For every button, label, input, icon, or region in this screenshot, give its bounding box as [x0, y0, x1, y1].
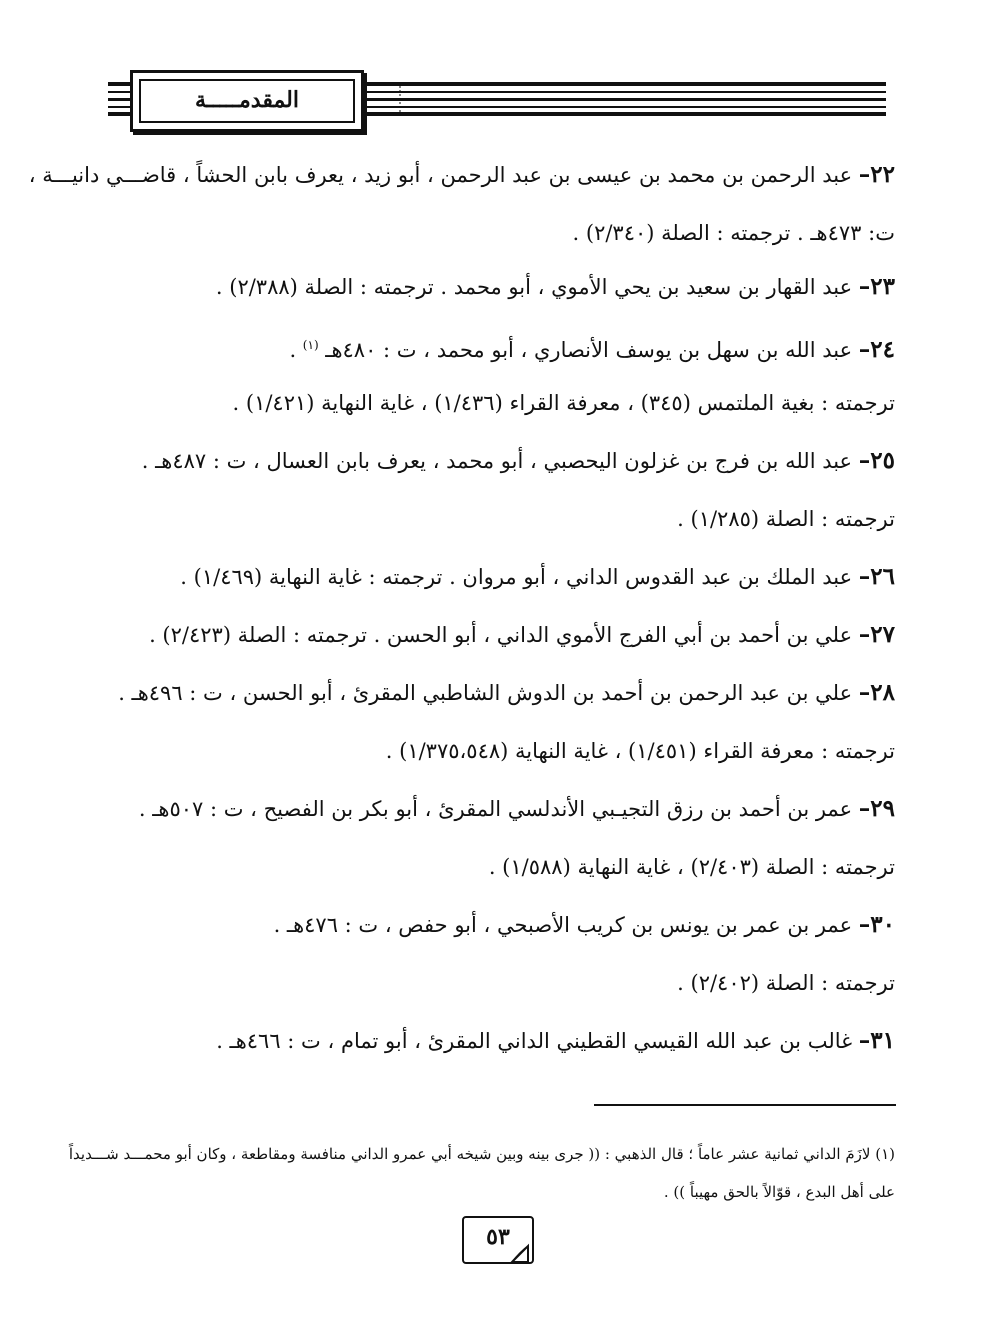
- footnote-separator: [594, 1104, 896, 1106]
- footnote-line: على أهل البدع ، قوّالاً بالحق مهيباً )) .: [663, 1183, 895, 1201]
- entry-text: عبد الله بن فرج بن غزلون اليحصبي ، أبو محمد ، يعرف بابن العسال ، ت : ٤٨٧هـ .: [141, 449, 859, 473]
- entry-text: عمر بن عمر بن يونس بن كريب الأصبحي ، أبو حفص ، ت : ٤٧٦هـ .: [273, 913, 859, 937]
- entry-text: عبد الرحمن بن محمد بن عيسى بن عبد الرحمن ، أبو زيد ، يعرف بابن الحشاً ، قاضـــي دانيـــة ،: [28, 163, 859, 187]
- entry-text: غالب بن عبد الله القيسي القطيني الداني المقرئ ، أبو تمام ، ت : ٤٦٦هـ .: [216, 1029, 859, 1053]
- entry-text: عبد الله بن سهل بن يوسف الأنصاري ، أبو محمد ، ت : ٤٨٠هـ: [318, 338, 859, 362]
- entry-line: [274, 910, 895, 940]
- entry-line: [677, 968, 895, 998]
- entry-line: [233, 388, 895, 418]
- header-title-frame: [130, 70, 364, 132]
- entry-line: [386, 736, 895, 766]
- entry-text-tail: .: [289, 338, 303, 362]
- entry-text: ترجمته : بغية الملتمس (٣٤٥) ، معرفة القراء (١/٤٣٦) ، غاية النهاية (١/٤٢١) .: [232, 391, 895, 415]
- entry-number: ٢٤–: [858, 336, 895, 363]
- entry-text: عبد الملك بن عبد القدوس الداني ، أبو مروان . ترجمته : غاية النهاية (١/٤٦٩) .: [180, 565, 859, 589]
- entry-text: ت: ٤٧٣هـ . ترجمته : الصلة (٢/٣٤٠) .: [572, 221, 895, 245]
- entry-number: ٢٨–: [858, 679, 895, 706]
- entry-line: [29, 160, 895, 190]
- page-title: المقدمـــــة: [194, 87, 300, 113]
- entry-number: ٢٦–: [858, 563, 895, 590]
- entry-text: ترجمته : معرفة القراء (١/٤٥١) ، غاية النهاية (١/٣٧٥،٥٤٨) .: [385, 739, 895, 763]
- footnote-marker: (١): [302, 338, 319, 352]
- entry-line: [216, 272, 895, 302]
- entry-number: ٢٧–: [858, 621, 895, 648]
- entry-line: [139, 794, 895, 824]
- entry-line: [118, 678, 895, 708]
- entry-line: [180, 562, 895, 592]
- entry-text: ترجمته : الصلة (١/٢٨٥) .: [677, 507, 895, 531]
- entry-text: علي بن عبد الرحمن بن أحمد بن الدوش الشاطبي المقرئ ، أبو الحسن ، ت : ٤٩٦هـ .: [118, 681, 859, 705]
- entry-text: ترجمته : الصلة (٢/٤٠٣) ، غاية النهاية (١/٥٨٨) .: [488, 855, 895, 879]
- entry-number: ٢٢–: [858, 161, 895, 188]
- entry-number: ٢٣–: [858, 273, 895, 300]
- entry-line: [289, 330, 895, 365]
- entry-text: ترجمته : الصلة (٢/٤٠٢) .: [677, 971, 895, 995]
- entry-line: [677, 504, 895, 534]
- entry-text: عمر بن أحمد بن رزق التجيـبي الأندلسي المقرئ ، أبو بكر بن الفصيح ، ت : ٥٠٧هـ .: [138, 797, 859, 821]
- entry-text: علي بن أحمد بن أبي الفرج الأموي الداني ، أبو الحسن . ترجمته : الصلة (٢/٤٢٣) .: [149, 623, 859, 647]
- entry-line: [216, 1026, 895, 1056]
- entry-line: [489, 852, 895, 882]
- entry-text: عبد القهار بن سعيد بن يحي الأموي ، أبو محمد . ترجمته : الصلة (٢/٣٨٨) .: [215, 275, 859, 299]
- page-number: ٥٣: [486, 1224, 510, 1250]
- entry-number: ٢٥–: [858, 447, 895, 474]
- entry-line: [142, 446, 895, 476]
- footnote-line: (١) لازَمَ الداني ثمانية عشر عاماً ؛ قال الذهبي : (( جرى بينه وبين شيخه أبي عمرو الداني منافسة ومقاطعة ، وكان أبو محمـــد شـــديداً: [68, 1145, 895, 1163]
- entry-line: [149, 620, 895, 650]
- page-curl-icon: [484, 1240, 530, 1264]
- header-ornament-icon: [364, 78, 404, 118]
- entry-number: ٢٩–: [858, 795, 895, 822]
- entry-number: ٣١–: [858, 1027, 895, 1054]
- entry-number: ٣٠–: [858, 911, 895, 938]
- entry-line: [573, 218, 895, 248]
